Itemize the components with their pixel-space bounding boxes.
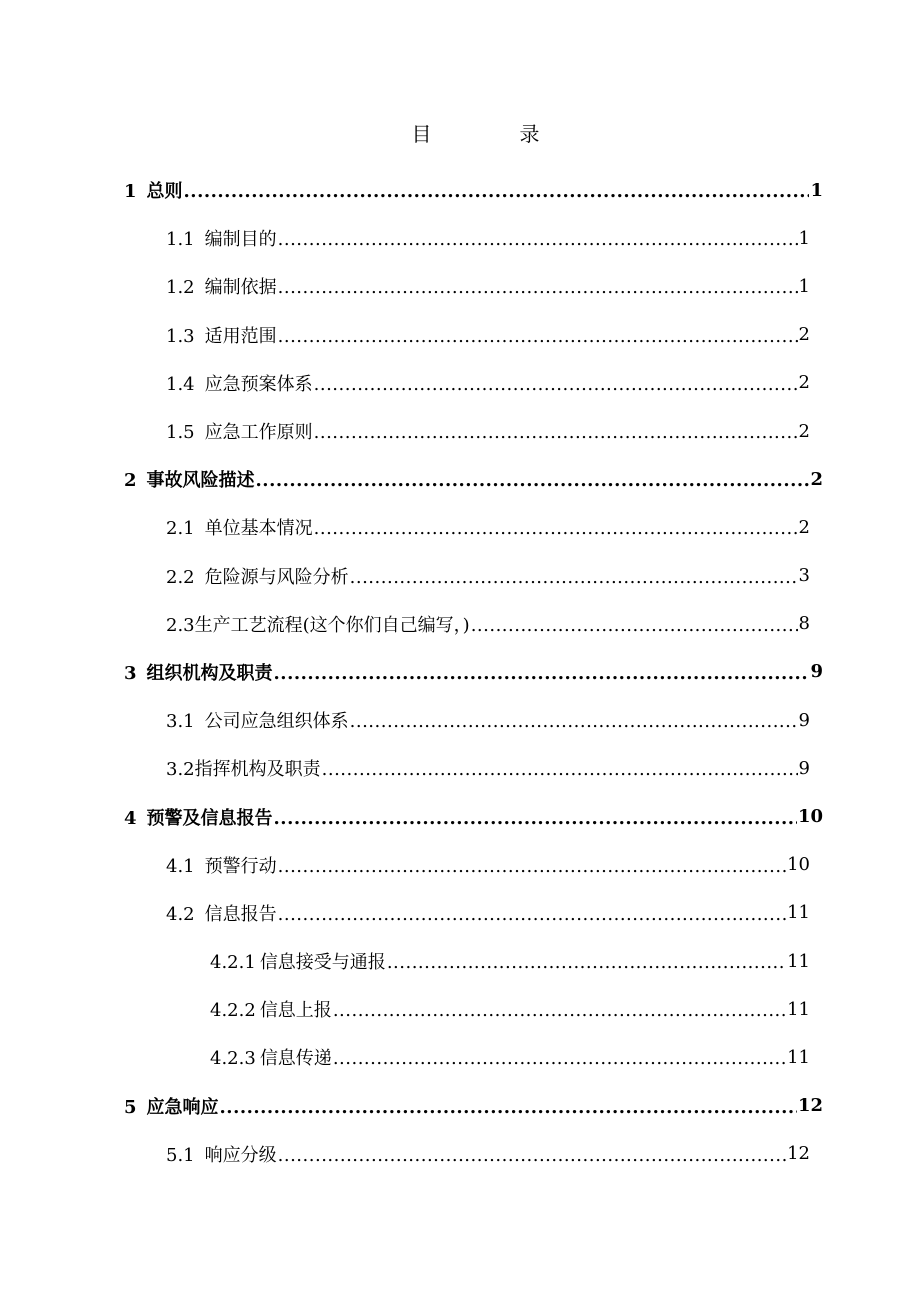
toc-entry-1-4[interactable] <box>0 359 920 407</box>
toc-entry-label <box>124 177 183 203</box>
section-number: 5.1 <box>166 1144 195 1166</box>
section-number: 3.2 <box>166 759 195 781</box>
toc-entry-label <box>124 659 273 685</box>
section-number: 2.3 <box>166 614 195 636</box>
toc-entry-4-1[interactable] <box>0 841 920 889</box>
page-number: 12 <box>797 1095 823 1117</box>
page-number: 12 <box>787 1143 810 1165</box>
section-title: 响应分级 <box>204 1144 277 1166</box>
toc-entry-1-5[interactable] <box>0 407 920 455</box>
toc-entry-5[interactable] <box>0 1082 920 1130</box>
dot-leader <box>278 324 798 346</box>
page-number: 11 <box>787 998 810 1020</box>
section-number: 4.1 <box>166 855 195 877</box>
page-number: 2 <box>798 324 810 346</box>
toc-entry-label <box>166 418 313 444</box>
section-title: 预警及信息报告 <box>146 807 273 829</box>
toc-entry-1[interactable] <box>0 166 920 214</box>
section-number: 1.1 <box>166 229 195 251</box>
toc-entry-label <box>210 996 332 1022</box>
toc-entry-label <box>166 707 349 733</box>
toc-entry-label <box>210 1044 332 1070</box>
toc-entry-2[interactable] <box>0 455 920 503</box>
dot-leader <box>471 613 798 635</box>
dot-leader <box>256 468 810 490</box>
table-of-contents <box>0 166 920 1178</box>
toc-title: 目 录 <box>411 122 574 146</box>
dot-leader <box>333 998 786 1020</box>
section-number: 1.5 <box>166 422 195 444</box>
dot-leader <box>322 757 798 779</box>
page-number: 8 <box>798 613 810 635</box>
section-number: 1.3 <box>166 325 195 347</box>
page-number: 1 <box>810 179 823 201</box>
toc-entry-5-1[interactable] <box>0 1130 920 1178</box>
dot-leader <box>278 902 786 924</box>
page-number: 1 <box>798 275 810 297</box>
toc-entry-4-2[interactable] <box>0 889 920 937</box>
page-number: 10 <box>797 806 823 828</box>
page-number: 11 <box>787 902 810 924</box>
section-number: 1.2 <box>166 277 195 299</box>
section-title: 应急响应 <box>146 1096 219 1118</box>
toc-entry-label <box>166 563 349 589</box>
toc-entry-3[interactable] <box>0 648 920 696</box>
dot-leader <box>278 227 798 249</box>
section-title: 应急工作原则 <box>204 422 313 444</box>
toc-entry-4-2-2[interactable] <box>0 985 920 1033</box>
dot-leader <box>350 565 798 587</box>
section-number: 3 <box>124 662 137 684</box>
toc-entry-1-3[interactable] <box>0 311 920 359</box>
toc-entry-label <box>166 514 313 540</box>
section-title: 编制依据 <box>204 277 277 299</box>
section-title: 公司应急组织体系 <box>204 711 349 733</box>
dot-leader <box>314 372 798 394</box>
toc-entry-label <box>166 611 470 637</box>
dot-leader <box>314 516 798 538</box>
dot-leader <box>333 1046 786 1068</box>
toc-entry-4-2-1[interactable] <box>0 937 920 985</box>
section-number: 4.2.1 <box>210 952 256 974</box>
section-title: 应急预案体系 <box>204 373 313 395</box>
toc-entry-label <box>124 804 273 830</box>
section-title: 信息上报 <box>259 1000 332 1022</box>
page-number: 9 <box>798 709 810 731</box>
section-title: 组织机构及职责 <box>146 662 273 684</box>
page-number: 11 <box>787 950 810 972</box>
section-number: 2.1 <box>166 518 195 540</box>
dot-leader <box>274 661 810 683</box>
dot-leader <box>350 709 798 731</box>
toc-entry-label <box>166 900 277 926</box>
page-number: 10 <box>787 854 810 876</box>
toc-entry-label <box>210 948 386 974</box>
page-number: 2 <box>798 372 810 394</box>
page-number: 2 <box>810 468 823 490</box>
section-number: 4.2.2 <box>210 1000 256 1022</box>
toc-entry-2-3[interactable] <box>0 600 920 648</box>
toc-entry-1-2[interactable] <box>0 262 920 310</box>
toc-entry-label <box>166 273 277 299</box>
toc-entry-4-2-3[interactable] <box>0 1033 920 1081</box>
toc-entry-2-1[interactable] <box>0 503 920 551</box>
section-title: 信息报告 <box>204 903 277 925</box>
dot-leader <box>274 806 797 828</box>
toc-entry-label <box>166 1141 277 1167</box>
toc-entry-label <box>166 225 277 251</box>
section-title: 危险源与风险分析 <box>204 566 349 588</box>
page-number: 11 <box>787 1046 810 1068</box>
section-number: 4.2 <box>166 903 195 925</box>
dot-leader <box>220 1095 797 1117</box>
dot-leader <box>278 854 786 876</box>
section-number: 1 <box>124 181 137 203</box>
section-number: 4.2.3 <box>210 1048 256 1070</box>
section-title: 编制目的 <box>204 229 277 251</box>
section-title: 信息传递 <box>259 1048 332 1070</box>
page-number: 9 <box>810 661 823 683</box>
toc-entry-4[interactable] <box>0 792 920 840</box>
toc-entry-label <box>166 852 277 878</box>
toc-entry-label <box>166 322 277 348</box>
dot-leader <box>314 420 798 442</box>
toc-entry-1-1[interactable] <box>0 214 920 262</box>
dot-leader <box>184 179 810 201</box>
section-title: 生产工艺流程(这个你们自己编写，) <box>194 614 470 636</box>
toc-entry-label <box>166 370 313 396</box>
toc-entry-3-1[interactable] <box>0 696 920 744</box>
toc-entry-label <box>166 755 321 781</box>
section-title: 事故风险描述 <box>146 470 255 492</box>
toc-entry-label <box>124 1093 219 1119</box>
dot-leader <box>387 950 786 972</box>
section-title: 适用范围 <box>204 325 277 347</box>
section-number: 3.1 <box>166 711 195 733</box>
section-number: 1.4 <box>166 373 195 395</box>
toc-entry-3-2[interactable] <box>0 744 920 792</box>
dot-leader <box>278 1143 786 1165</box>
section-number: 2.2 <box>166 566 195 588</box>
section-title: 单位基本情况 <box>204 518 313 540</box>
page-number: 2 <box>798 420 810 442</box>
section-title: 指挥机构及职责 <box>194 759 321 781</box>
page-number: 2 <box>798 516 810 538</box>
section-number: 4 <box>124 807 137 829</box>
section-title: 总则 <box>146 181 183 203</box>
page-number: 1 <box>798 227 810 249</box>
toc-entry-2-2[interactable] <box>0 552 920 600</box>
section-title: 预警行动 <box>204 855 277 877</box>
dot-leader <box>278 275 798 297</box>
page-number: 3 <box>798 565 810 587</box>
section-number: 5 <box>124 1096 137 1118</box>
toc-entry-label <box>124 466 255 492</box>
section-title: 信息接受与通报 <box>259 952 386 974</box>
section-number: 2 <box>124 470 137 492</box>
page-number: 9 <box>798 757 810 779</box>
